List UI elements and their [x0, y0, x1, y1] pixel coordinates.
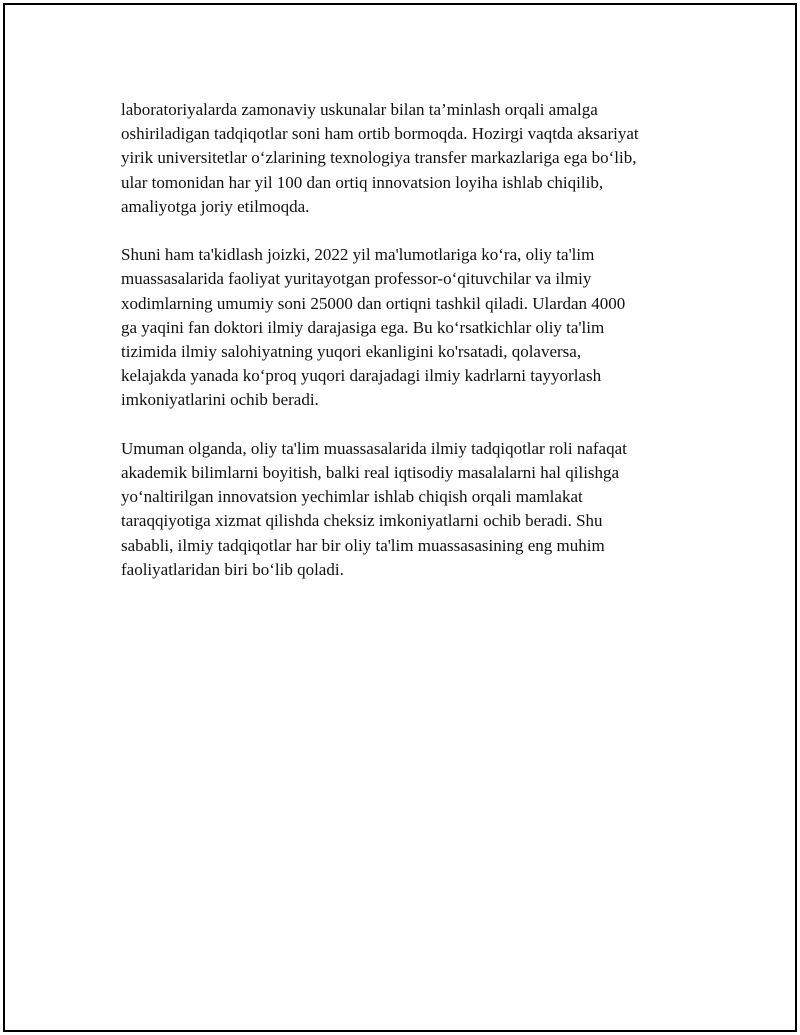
text-line: Umuman olganda, oliy ta'lim muassasalarida ilmiy tadqiqotlar roli nafaqat: [121, 438, 627, 458]
paragraph-3: [121, 437, 681, 582]
text-line: xodimlarning umumiy soni 25000 dan ortiqni tashkil qiladi. Ulardan 4000: [121, 293, 626, 313]
text-line: kelajakda yanada ko‘proq yuqori darajadagi ilmiy kadrlarni tayyorlash: [121, 366, 602, 386]
text-line: sababli, ilmiy tadqiqotlar har bir oliy ta'lim muassasasining eng muhim: [121, 535, 605, 555]
text-line: Shuni ham ta'kidlash joizki, 2022 yil ma'lumotlariga ko‘ra, oliy ta'lim: [121, 245, 595, 265]
text-line: imkoniyatlarini ochib beradi.: [121, 390, 319, 410]
text-line: taraqqiyotiga xizmat qilishda cheksiz imkoniyatlarni ochib beradi. Shu: [121, 511, 603, 531]
paragraph-1: [121, 98, 681, 219]
text-line: yirik universitetlar o‘zlarining texnologiya transfer markazlariga ega bo‘lib,: [121, 148, 637, 168]
text-line: ga yaqini fan doktori ilmiy darajasiga ega. Bu ko‘rsatkichlar oliy ta'lim: [121, 317, 605, 337]
text-line: ular tomonidan har yil 100 dan ortiq innovatsion loyiha ishlab chiqilib,: [121, 172, 604, 192]
document-body: [121, 98, 681, 606]
text-line: oshiriladigan tadqiqotlar soni ham ortib bormoqda. Hozirgi vaqtda aksariyat: [121, 124, 639, 144]
text-line: akademik bilimlarni boyitish, balki real iqtisodiy masalalarni hal qilishga: [121, 463, 620, 483]
text-line: faoliyatlaridan biri bo‘lib qoladi.: [121, 559, 344, 579]
text-line: amaliyotga joriy etilmoqda.: [121, 196, 310, 216]
text-line: muassasalarida faoliyat yuritayotgan professor-o‘qituvchilar va ilmiy: [121, 269, 592, 289]
page-frame: [3, 3, 797, 1032]
text-line: tizimida ilmiy salohiyatning yuqori ekanligini ko'rsatadi, qolaversa,: [121, 342, 582, 362]
paragraph-2: [121, 243, 681, 412]
text-line: yo‘naltirilgan innovatsion yechimlar ishlab chiqish orqali mamlakat: [121, 487, 583, 507]
text-line: laboratoriyalarda zamonaviy uskunalar bilan ta’minlash orqali amalga: [121, 100, 598, 119]
